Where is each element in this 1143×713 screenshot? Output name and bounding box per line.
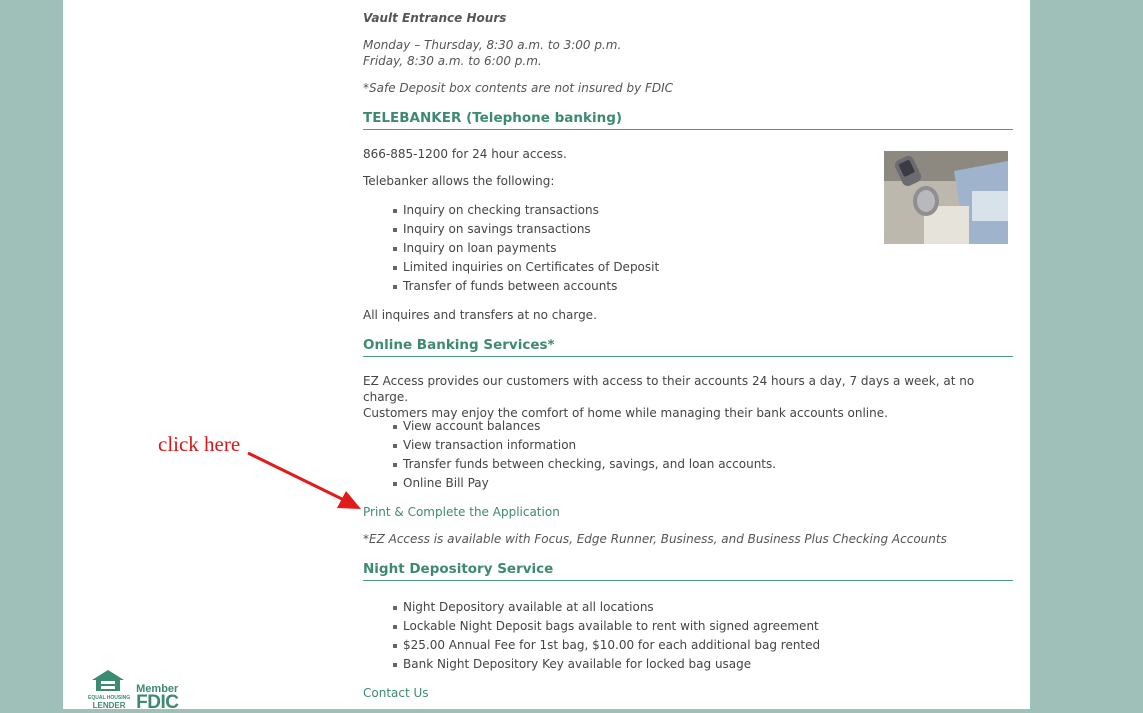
click-here-annotation: click here bbox=[158, 432, 241, 456]
vault-hours bbox=[363, 37, 621, 69]
night-depository-list bbox=[363, 598, 820, 674]
print-application-link[interactable]: Print & Complete the Application bbox=[363, 505, 560, 519]
list-item: Lockable Night Deposit bags available to rent with signed agreement bbox=[403, 617, 820, 636]
telebanker-list bbox=[363, 201, 659, 296]
vault-hours-friday: Friday, 8:30 a.m. to 6:00 p.m. bbox=[363, 54, 542, 68]
telebanker-footer: All inquires and transfers at no charge. bbox=[363, 308, 597, 322]
list-item: Night Depository available at all locations bbox=[403, 598, 820, 617]
equal-housing-lender-logo bbox=[88, 668, 130, 710]
online-desc-line1: EZ Access provides our customers with access to their accounts 24 hours a day, 7 days a week, at no charge. bbox=[363, 374, 975, 404]
contact-us-link[interactable]: Contact Us bbox=[363, 686, 429, 700]
footer-logos bbox=[88, 668, 179, 713]
list-item: View transaction information bbox=[403, 436, 776, 455]
telebanker-intro: Telebanker allows the following: bbox=[363, 174, 555, 188]
vault-hours-weekday: Monday – Thursday, 8:30 a.m. to 3:00 p.m. bbox=[363, 38, 622, 52]
ehl-line1: EQUAL HOUSING bbox=[88, 695, 131, 701]
list-item: View account balances bbox=[403, 417, 776, 436]
house-icon bbox=[88, 668, 128, 692]
fdic-logo bbox=[136, 682, 179, 713]
telebanker-heading: TELEBANKER (Telephone banking) bbox=[363, 109, 1013, 130]
online-banking-description bbox=[363, 373, 1013, 421]
fdic-member: Member bbox=[136, 683, 179, 695]
list-item: Bank Night Depository Key available for locked bag usage bbox=[403, 655, 820, 674]
list-item: $25.00 Annual Fee for 1st bag, $10.00 for each additional bag rented bbox=[403, 636, 820, 655]
phone-checkbook-photo bbox=[884, 151, 1008, 244]
night-depository-heading: Night Depository Service bbox=[363, 560, 1013, 581]
list-item: Inquiry on checking transactions bbox=[403, 201, 659, 220]
page-container bbox=[63, 0, 1030, 713]
list-item: Online Bill Pay bbox=[403, 474, 776, 493]
online-banking-list bbox=[363, 417, 776, 493]
ez-access-note: *EZ Access is available with Focus, Edge Runner, Business, and Business Plus Checking Accounts bbox=[363, 532, 947, 546]
telebanker-phone: 866-885-1200 for 24 hour access. bbox=[363, 147, 567, 161]
vault-hours-title: Vault Entrance Hours bbox=[363, 11, 507, 25]
list-item: Inquiry on loan payments bbox=[403, 239, 659, 258]
list-item: Inquiry on savings transactions bbox=[403, 220, 659, 239]
annotation-arrow-icon bbox=[240, 445, 370, 515]
list-item: Transfer funds between checking, savings, and loan accounts. bbox=[403, 455, 776, 474]
list-item: Transfer of funds between accounts bbox=[403, 277, 659, 296]
ehl-line2: LENDER bbox=[92, 701, 126, 710]
fdic-name: FDIC bbox=[136, 692, 179, 713]
safe-deposit-note: *Safe Deposit box contents are not insured by FDIC bbox=[363, 81, 674, 95]
online-banking-heading: Online Banking Services* bbox=[363, 336, 1013, 357]
phone-photo-image bbox=[884, 151, 1008, 244]
online-desc-line2: Customers may enjoy the comfort of home while managing their bank accounts online. bbox=[363, 406, 888, 420]
list-item: Limited inquiries on Certificates of Deposit bbox=[403, 258, 659, 277]
